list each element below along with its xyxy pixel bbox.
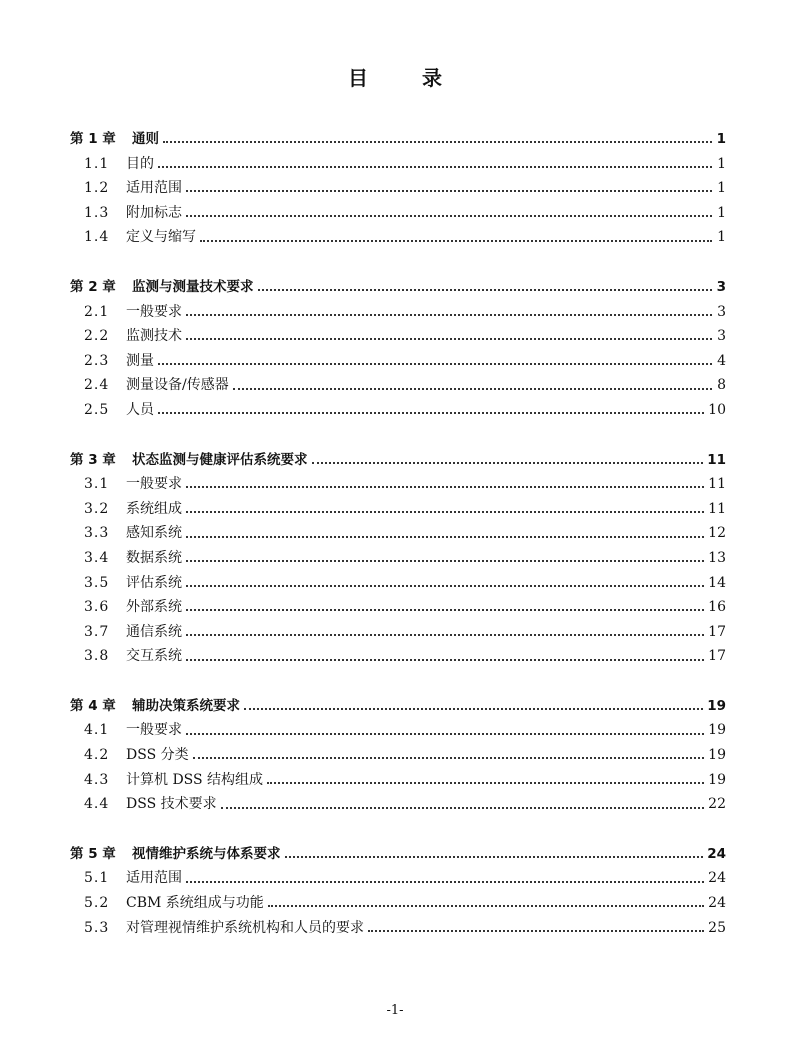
section-entry-title: 一般要求 — [126, 303, 182, 320]
chapter-entry[interactable] — [70, 127, 726, 152]
section-entry-page: 19 — [708, 747, 726, 764]
section-entry-page: 13 — [708, 549, 726, 566]
section-entry-title: CBM 系统组成与功能 — [126, 895, 264, 912]
dot-leader — [186, 650, 704, 664]
dot-leader — [186, 477, 704, 491]
dot-leader — [186, 181, 712, 195]
dot-leader — [186, 206, 712, 220]
section-entry-number: 1.3 — [84, 204, 110, 221]
section-entry-number: 3.8 — [84, 648, 110, 665]
section-entry-title: 一般要求 — [126, 476, 182, 493]
section-entry[interactable] — [70, 768, 726, 793]
section-entry-number: 3.5 — [84, 574, 110, 591]
chapter-block — [70, 127, 726, 250]
chapter-entry[interactable] — [70, 448, 726, 473]
section-entry-title: DSS 技术要求 — [126, 796, 217, 813]
dot-leader — [233, 379, 712, 393]
section-entry-page: 19 — [708, 722, 726, 739]
dot-leader — [186, 576, 704, 590]
chapter-block — [70, 694, 726, 817]
dot-leader — [312, 453, 704, 467]
section-entry-number: 2.2 — [84, 328, 110, 345]
section-entry-title: 适用范围 — [126, 180, 182, 197]
section-entry[interactable] — [70, 497, 726, 522]
chapter-entry-number: 第 3 章 — [70, 451, 116, 468]
dot-leader — [186, 551, 704, 565]
section-entry-number: 2.3 — [84, 352, 110, 369]
section-entry[interactable] — [70, 718, 726, 743]
section-entry-page: 8 — [717, 377, 726, 394]
section-entry-title: 目的 — [126, 155, 154, 172]
chapter-entry-title: 通则 — [132, 131, 159, 147]
chapter-block — [70, 275, 726, 423]
section-entry[interactable] — [70, 571, 726, 596]
section-entry-page: 1 — [717, 180, 726, 197]
section-entry[interactable] — [70, 546, 726, 571]
section-entry[interactable] — [70, 866, 726, 891]
title-char-1: 目 — [348, 66, 368, 90]
section-entry[interactable] — [70, 792, 726, 817]
section-entry-number: 4.1 — [84, 722, 110, 739]
section-entry-page: 22 — [708, 796, 726, 813]
section-entry[interactable] — [70, 201, 726, 226]
dot-leader — [186, 625, 704, 639]
chapter-entry[interactable] — [70, 842, 726, 867]
section-entry-page: 4 — [717, 352, 726, 369]
section-entry-title: 附加标志 — [126, 204, 182, 221]
section-entry-number: 2.5 — [84, 401, 110, 418]
chapter-entry-title: 状态监测与健康评估系统要求 — [132, 451, 308, 468]
section-entry-number: 3.2 — [84, 500, 110, 517]
section-entry-title: 数据系统 — [126, 549, 182, 566]
section-entry[interactable] — [70, 300, 726, 325]
section-entry-title: 一般要求 — [126, 722, 182, 739]
section-entry-number: 2.1 — [84, 303, 110, 320]
section-entry-page: 3 — [717, 328, 726, 345]
dot-leader — [186, 502, 704, 516]
title-char-2: 录 — [422, 66, 442, 90]
section-entry[interactable] — [70, 891, 726, 916]
dot-leader — [258, 280, 713, 294]
section-entry[interactable] — [70, 373, 726, 398]
chapter-entry-number: 第 1 章 — [70, 131, 116, 147]
section-entry-title: 定义与缩写 — [126, 229, 196, 246]
dot-leader — [200, 231, 712, 245]
section-entry-page: 3 — [717, 303, 726, 320]
dot-leader — [368, 921, 704, 935]
section-entry-page: 25 — [708, 919, 726, 936]
chapter-entry[interactable] — [70, 694, 726, 719]
section-entry[interactable] — [70, 176, 726, 201]
dot-leader — [193, 748, 705, 762]
dot-leader — [186, 724, 704, 738]
section-entry-title: 适用范围 — [126, 870, 182, 887]
section-entry-title: 计算机 DSS 结构组成 — [126, 771, 264, 788]
section-entry-title: 监测技术 — [126, 328, 182, 345]
section-entry-title: 感知系统 — [126, 525, 182, 542]
chapter-block — [70, 842, 726, 940]
section-entry-page: 1 — [717, 229, 726, 246]
section-entry-number: 4.4 — [84, 796, 110, 813]
chapter-entry[interactable] — [70, 275, 726, 300]
chapter-entry-title: 视情维护系统与体系要求 — [132, 845, 281, 862]
section-entry[interactable] — [70, 521, 726, 546]
section-entry-page: 1 — [717, 155, 726, 172]
section-entry-page: 11 — [708, 500, 726, 517]
dot-leader — [186, 872, 704, 886]
section-entry-page: 17 — [708, 623, 726, 640]
dot-leader — [186, 329, 712, 343]
chapter-entry-page: 3 — [716, 278, 726, 295]
section-entry-title: 通信系统 — [126, 623, 182, 640]
section-entry[interactable] — [70, 620, 726, 645]
section-entry-number: 3.4 — [84, 549, 110, 566]
chapter-entry-title: 监测与测量技术要求 — [132, 278, 254, 295]
section-entry-number: 1.4 — [84, 229, 110, 246]
section-entry[interactable] — [70, 595, 726, 620]
dot-leader — [221, 798, 705, 812]
chapter-block — [70, 448, 726, 669]
section-entry-number: 4.3 — [84, 771, 110, 788]
chapter-entry-page: 11 — [707, 451, 726, 468]
chapter-entry-number: 第 4 章 — [70, 697, 116, 714]
dot-leader — [163, 132, 712, 146]
page-title — [0, 62, 790, 91]
dot-leader — [158, 157, 712, 171]
dot-leader — [186, 527, 704, 541]
section-entry-title: 测量 — [126, 352, 154, 369]
section-entry[interactable] — [70, 225, 726, 250]
section-entry-page: 1 — [717, 204, 726, 221]
section-entry-number: 5.2 — [84, 895, 110, 912]
section-entry-title: 对管理视情维护系统机构和人员的要求 — [126, 919, 364, 936]
section-entry-page: 14 — [708, 574, 726, 591]
chapter-entry-page: 1 — [716, 131, 726, 147]
section-entry-number: 1.1 — [84, 155, 110, 172]
section-entry-page: 19 — [708, 771, 726, 788]
page-number: -1- — [386, 1003, 404, 1018]
section-entry[interactable] — [70, 916, 726, 941]
section-entry[interactable] — [70, 349, 726, 374]
dot-leader — [268, 896, 704, 910]
section-entry[interactable] — [70, 743, 726, 768]
section-entry-page: 16 — [708, 599, 726, 616]
section-entry-number: 4.2 — [84, 747, 110, 764]
section-entry[interactable] — [70, 398, 726, 423]
table-of-contents — [70, 127, 726, 965]
chapter-entry-number: 第 2 章 — [70, 278, 116, 295]
section-entry-title: 人员 — [126, 401, 154, 418]
chapter-entry-page: 24 — [707, 845, 726, 862]
section-entry-number: 3.1 — [84, 476, 110, 493]
chapter-entry-page: 19 — [707, 697, 726, 714]
chapter-entry-number: 第 5 章 — [70, 845, 116, 862]
section-entry[interactable] — [70, 152, 726, 177]
dot-leader — [158, 403, 704, 417]
section-entry-title: 评估系统 — [126, 574, 182, 591]
chapter-entry-title: 辅助决策系统要求 — [132, 697, 240, 714]
section-entry-number: 3.3 — [84, 525, 110, 542]
dot-leader — [186, 600, 704, 614]
section-entry-title: 外部系统 — [126, 599, 182, 616]
section-entry-page: 10 — [708, 401, 726, 418]
section-entry-page: 11 — [708, 476, 726, 493]
section-entry-page: 12 — [708, 525, 726, 542]
section-entry[interactable] — [70, 472, 726, 497]
section-entry-page: 24 — [708, 870, 726, 887]
section-entry-number: 3.7 — [84, 623, 110, 640]
section-entry-number: 3.6 — [84, 599, 110, 616]
section-entry-number: 2.4 — [84, 377, 110, 394]
section-entry-title: 系统组成 — [126, 500, 182, 517]
dot-leader — [285, 847, 704, 861]
section-entry[interactable] — [70, 644, 726, 669]
section-entry-title: DSS 分类 — [126, 747, 189, 764]
section-entry-page: 17 — [708, 648, 726, 665]
section-entry-title: 测量设备/传感器 — [126, 377, 229, 394]
dot-leader — [244, 699, 703, 713]
dot-leader — [267, 773, 704, 787]
section-entry-page: 24 — [708, 895, 726, 912]
dot-leader — [186, 305, 712, 319]
dot-leader — [158, 354, 712, 368]
section-entry-number: 5.1 — [84, 870, 110, 887]
section-entry-number: 5.3 — [84, 919, 110, 936]
section-entry-title: 交互系统 — [126, 648, 182, 665]
section-entry-number: 1.2 — [84, 180, 110, 197]
section-entry[interactable] — [70, 324, 726, 349]
